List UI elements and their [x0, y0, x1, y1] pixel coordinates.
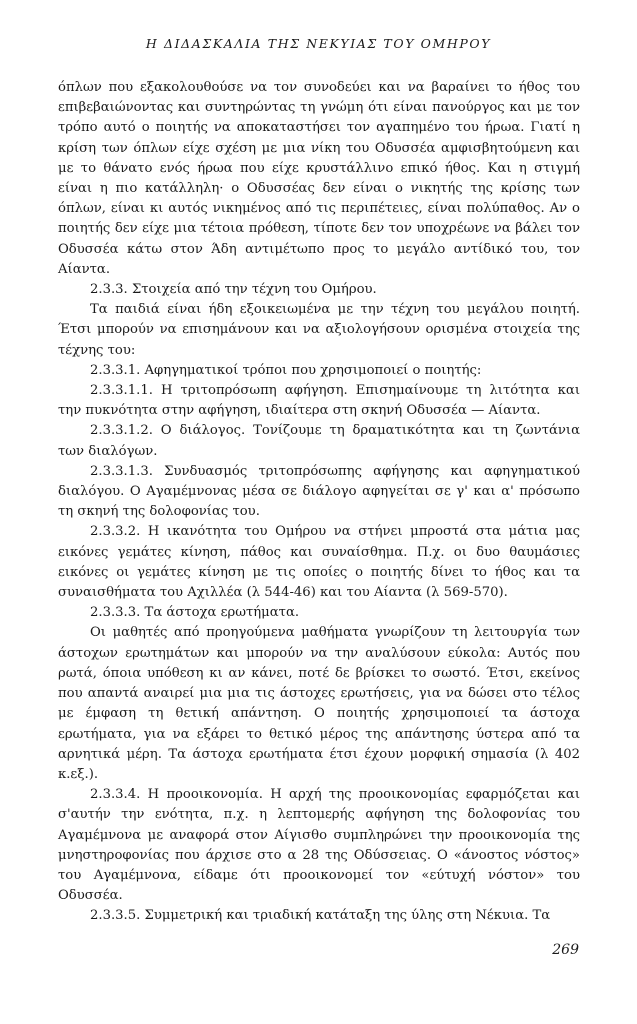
- body-text: [58, 78, 580, 927]
- subsection-2-3-3-4: 2.3.3.4. Η προοικονομία. Η αρχή της προοικονομίας εφαρμόζεται και σ'αυτήν την ενότητα, π.χ. η λεπτομερής αφήγηση της δολοφονίας του Αγαμέμνονα με αναφορά στον Αίγισθο συμπληρώνει την προοικονομία της μνηστηροφονίας που άρχισε στο α 28 της Οδύσσειας. Ο «άνοστος νόστος» του Αγαμέμνονα, είδαμε ότι προοικονομεί τον «εύτυχή νόστον» του Οδυσσέα.: [58, 787, 580, 904]
- subsection-2-3-3-1-3: 2.3.3.1.3. Συνδυασμός τριτοπρόσωπης αφήγησης και αφηγηματικού διαλόγου. Ο Αγαμέμνονας μέσα σε διάλογο αφηγείται σε γ' και α' πρόσωπο τη σκηνή της δολοφονίας του.: [58, 463, 580, 520]
- paragraph: Τα παιδιά είναι ήδη εξοικειωμένα με την τέχνη του μεγάλου ποιητή. Έτσι μπορούν να επισημάνουν και να αξιολογήσουν ορισμένα στοιχεία της τέχνης του:: [58, 302, 580, 358]
- subsection-2-3-3-5: 2.3.3.5. Συμμετρική και τριαδική κατάταξη της ύλης στη Νέκυια. Τα: [90, 908, 551, 924]
- section-heading-2-3-3: 2.3.3. Στοιχεία από την τέχνη του Ομήρου.: [90, 282, 377, 298]
- paragraph-continuation: όπλων που εξακολουθούσε να τον συνοδεύει και να βαραίνει το ήθος του επιβεβαιώνοντας και συντηρώντας τη γνώμη ότι είναι πανούργος και με τον τρόπο αυτό ο ποιητής να αποκαταστήσει τον αγαπημένο του ήρωα. Γιατί η κρίση των όπλων είχε σχέση με μια νίκη του Οδυσσέα αμφισβητούμενη και με το θάνατο ενός ήρωα που είχε κρυστάλλινο επικό ήθος. Και η στιγμή είναι η πιο κατάλληλη· ο Οδυσσέας δεν είναι ο νικητής της κρίσης των όπλων, είναι κι αυτός νικημένος από τις περιπέτειες, είναι πολύπαθος. Αν ο ποιητής δεν είχε μια τέτοια πρόθεση, τίποτε δεν τον υποχρέωνε να βάλει τον Οδυσσέα κάτω στον Άδη αντιμέτωπο προς το μεγάλο αντίδικό του, τον Αίαντα.: [58, 80, 580, 277]
- running-header: Η ΔΙΔΑΣΚΑΛΙΑ ΤΗΣ ΝΕΚΥΙΑΣ ΤΟΥ ΟΜΗΡΟΥ: [145, 36, 492, 51]
- section-heading-2-3-3-1: 2.3.3.1. Αφηγηματικοί τρόποι που χρησιμοποιεί ο ποιητής:: [90, 362, 482, 378]
- subsection-2-3-3-1-2: 2.3.3.1.2. Ο διάλογος. Τονίζουμε τη δραματικότητα και τη ζωντάνια των διαλόγων.: [58, 423, 580, 459]
- subsection-2-3-3-1-1: 2.3.3.1.1. Η τριτοπρόσωπη αφήγηση. Επισημαίνουμε τη λιτότητα και την πυκνότητα στην αφήγηση, ιδιαίτερα στη σκηνή Οδυσσέα — Αίαντα.: [58, 383, 580, 419]
- subsection-2-3-3-2: 2.3.3.2. Η ικανότητα του Ομήρου να στήνει μπροστά στα μάτια μας εικόνες γεμάτες κίνηση, πάθος και συναίσθημα. Π.χ. οι δυο θαυμάσιες εικόνες οι γεμάτες κίνηση με τις οποίες ο ποιητής δίνει το ήθος και τα συναισθήματα του Αχιλλέα (λ 544-46) και του Αίαντα (λ 569-570).: [58, 524, 580, 601]
- paragraph: Οι μαθητές από προηγούμενα μαθήματα γνωρίζουν τη λειτουργία των άστοχων ερωτημάτων και μπορούν να την αναλύσουν εύκολα: Αυτός που ρωτά, όποια υπόθεση κι αν κάνει, ποτέ δε βρίσκει το σωστό. Έτσι, εκείνος που απαντά αναιρεί μια μια τις άστοχες ερωτήσεις, για να δώσει στο τέλος με έμφαση τη θετική απάντηση. Ο ποιητής χρησιμοποιεί τα άστοχα ερωτήματα, για να εξάρει το θετικό μέρος της απάντησης ύστερα από τα αρνητικά μέρη. Τα άστοχα ερωτήματα έτσι έχουν μορφική σημασία (λ 402 κ.εξ.).: [58, 625, 580, 782]
- page-number: 269: [552, 942, 579, 958]
- section-heading-2-3-3-3: 2.3.3.3. Τα άστοχα ερωτήματα.: [90, 605, 300, 621]
